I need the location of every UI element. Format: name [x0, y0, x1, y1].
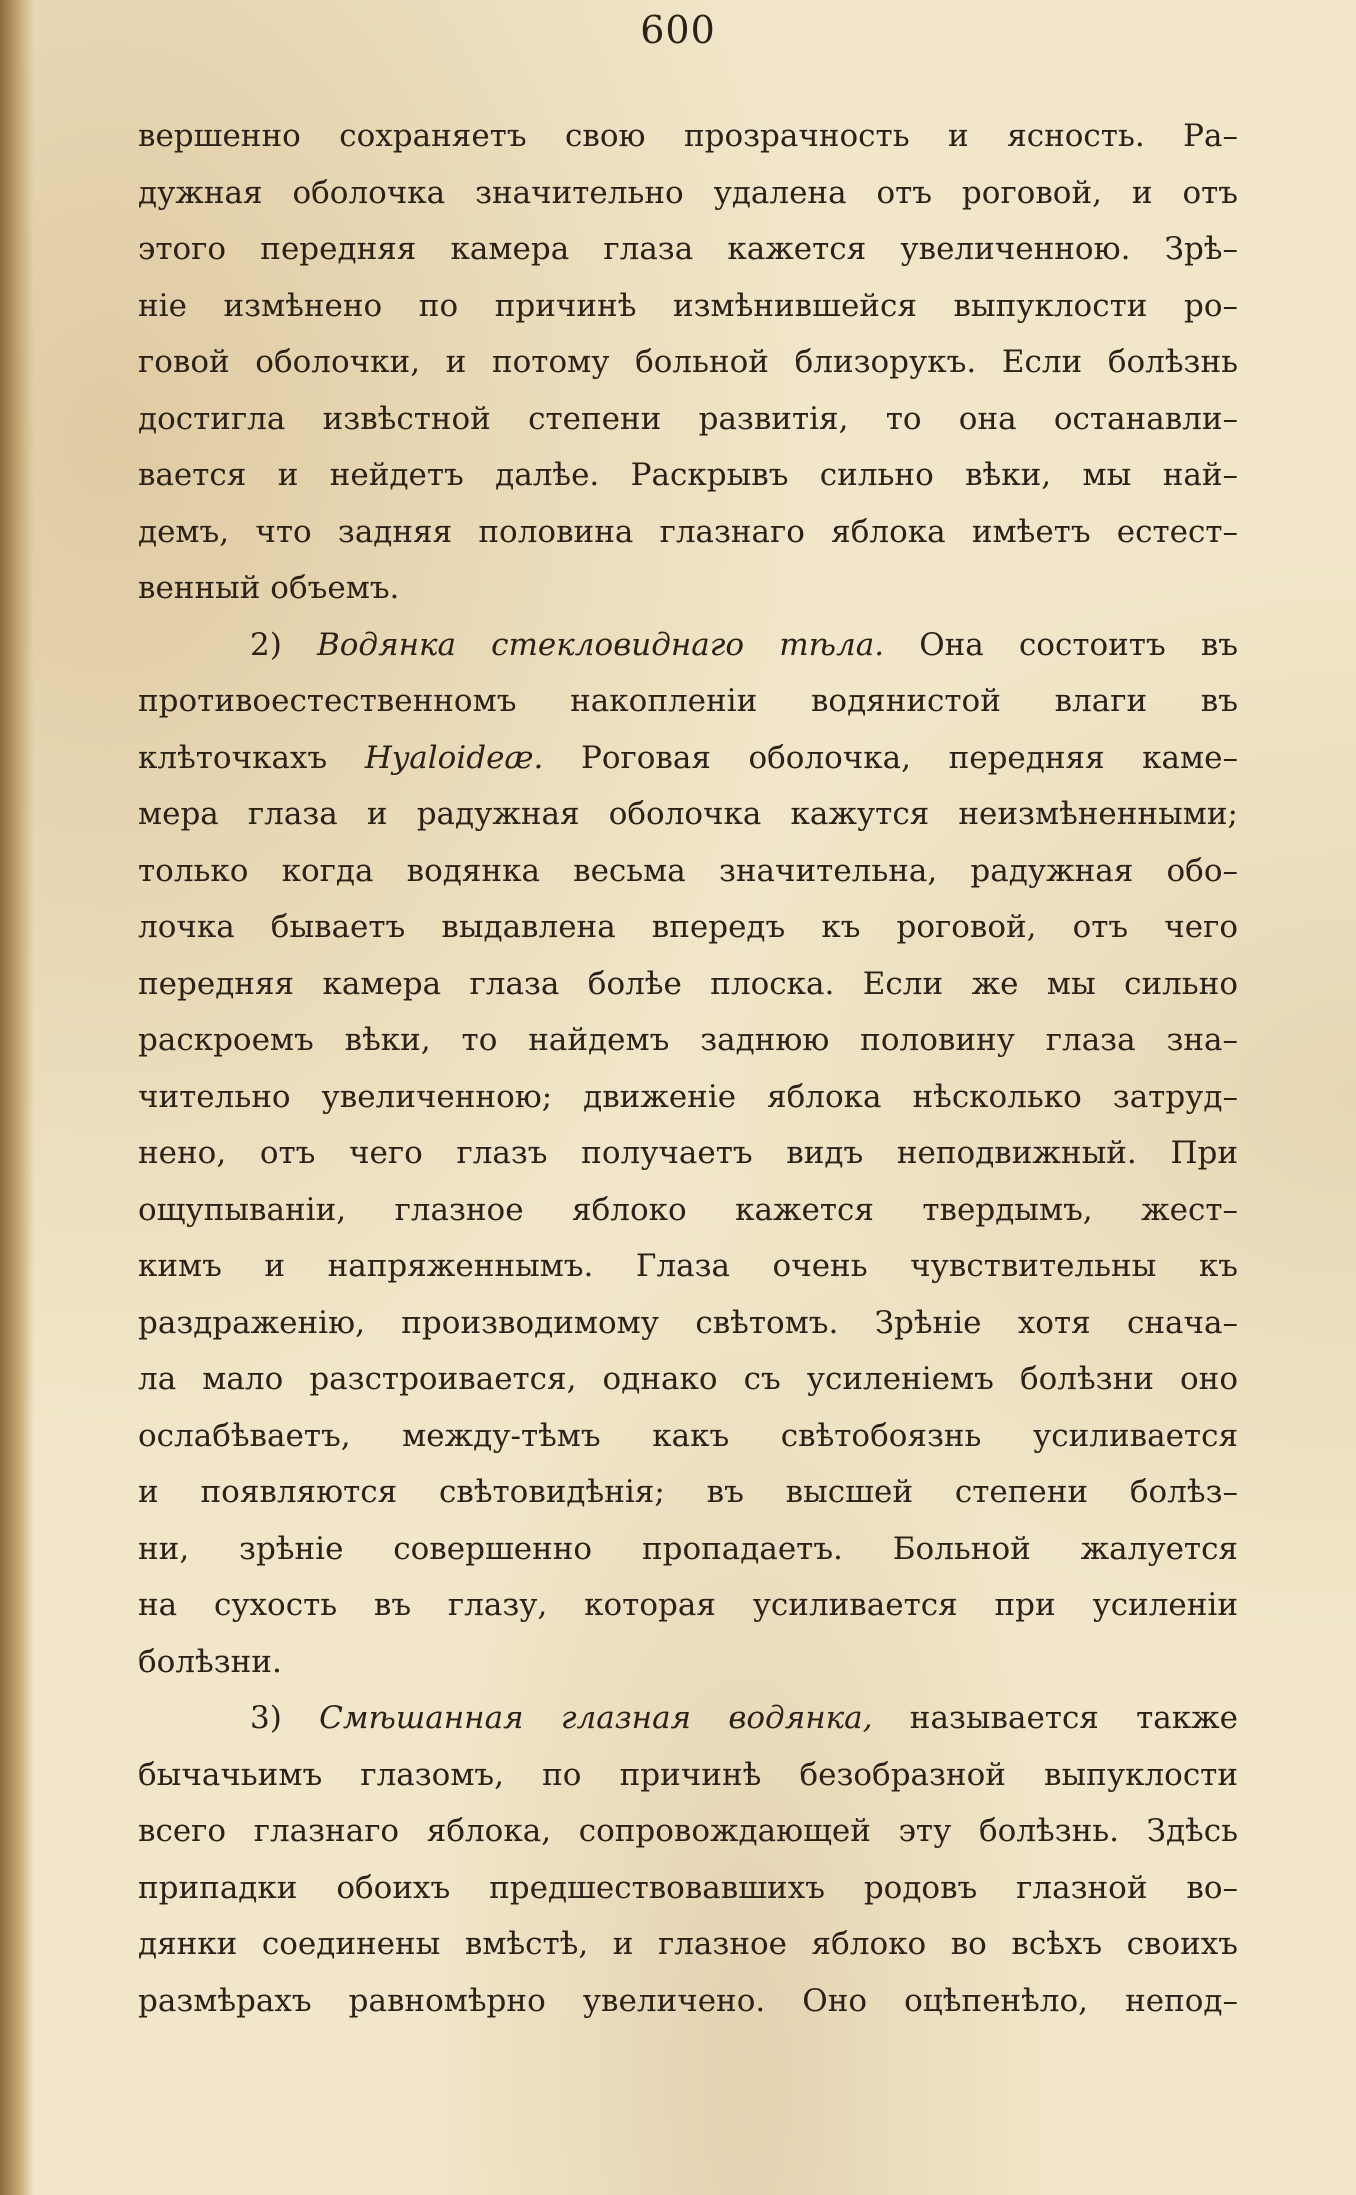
text-line: ощупыванiи, глазное яблоко кажется твердымъ, жест– [138, 1191, 1238, 1228]
text-line: нено, отъ чего глазъ получаетъ видъ неподвижный. При [138, 1135, 1238, 1171]
text-run: клѣточкахъ [138, 739, 365, 776]
text-line: противоестественномъ накопленiи водянистой влаги въ [138, 683, 1238, 719]
text-line: только когда водянка весьма значительна, радужная обо– [138, 852, 1238, 889]
body-text [138, 108, 1238, 2029]
text-line: бычачьимъ глазомъ, по причинѣ безобразной выпуклости [138, 1756, 1238, 1793]
text-line: ослабѣваетъ, между-тѣмъ какъ свѣтобоязнь усиливается [138, 1417, 1238, 1454]
text-line: венный объемъ. [138, 570, 400, 606]
text-line [138, 730, 1238, 787]
text-line: дужная оболочка значительно удалена отъ роговой, и отъ [138, 174, 1238, 211]
text-line: раздраженiю, производимому свѣтомъ. Зрѣнiе хотя снача– [138, 1304, 1238, 1341]
text-line: нiе измѣнено по причинѣ измѣнившейся выпуклости ро– [138, 287, 1238, 324]
text-run: 2) [250, 626, 317, 663]
text-line: ни, зрѣнiе совершенно пропадаетъ. Больной жалуется [138, 1530, 1238, 1567]
text-line: кимъ и напряженнымъ. Глаза очень чувствительны къ [138, 1248, 1238, 1284]
text-line: припадки обоихъ предшествовавшихъ родовъ глазной во– [138, 1869, 1238, 1906]
text-line: вершенно сохраняетъ свою прозрачность и ясность. Ра– [138, 118, 1238, 154]
text-line: размѣрахъ равномѣрно увеличено. Оно оцѣпенѣло, непод– [138, 1982, 1238, 2019]
text-line: мера глаза и радужная оболочка кажутся неизмѣненными; [138, 796, 1238, 832]
text-run: 3) [250, 1700, 320, 1736]
section-heading-italic: Смѣшанная глазная водянка, [319, 1700, 873, 1736]
text-line: ла мало разстроивается, однако съ усиленiемъ болѣзни оно [138, 1361, 1238, 1397]
text-line: демъ, что задняя половина глазнаго яблока имѣетъ естест– [138, 513, 1238, 550]
text-line: вается и нейдетъ далѣе. Раскрывъ сильно вѣки, мы най– [138, 457, 1238, 493]
binding-shadow [0, 0, 34, 2195]
text-line: всего глазнаго яблока, сопровождающей эту болѣзнь. Здѣсь [138, 1813, 1238, 1849]
text-line: говой оболочки, и потому больной близорукъ. Если болѣзнь [138, 344, 1238, 380]
text-line: передняя камера глаза болѣе плоска. Если же мы сильно [138, 965, 1238, 1002]
text-line: на сухость въ глазу, которая усиливается при усиленiи [138, 1587, 1238, 1623]
text-line: достигла извѣстной степени развитiя, то она останавли– [138, 400, 1238, 437]
text-line: дянки соединены вмѣстѣ, и глазное яблоко во всѣхъ своихъ [138, 1926, 1238, 1962]
text-run: Роговая оболочка, передняя каме– [543, 739, 1238, 776]
section-heading-italic: Водянка стекловиднаго тѣла. [316, 626, 885, 663]
text-line: лочка бываетъ выдавлена впередъ къ роговой, отъ чего [138, 909, 1238, 945]
text-run: Она состоитъ въ [884, 626, 1239, 663]
text-line: этого передняя камера глаза кажется увеличенною. Зрѣ– [138, 231, 1238, 267]
text-line [138, 1690, 1238, 1747]
text-line: раскроемъ вѣки, то найдемъ заднюю половину глаза зна– [138, 1022, 1238, 1058]
page-number: 600 [640, 8, 716, 52]
section-heading-italic: Hyaloideæ. [364, 739, 544, 776]
text-line: чительно увеличенною; движенiе яблока нѣсколько затруд– [138, 1078, 1238, 1115]
text-line [138, 617, 1238, 674]
text-line: и появляются свѣтовидѣнiя; въ высшей степени болѣз– [138, 1474, 1238, 1510]
text-run: называется также [872, 1700, 1239, 1736]
text-line: болѣзни. [138, 1643, 282, 1680]
